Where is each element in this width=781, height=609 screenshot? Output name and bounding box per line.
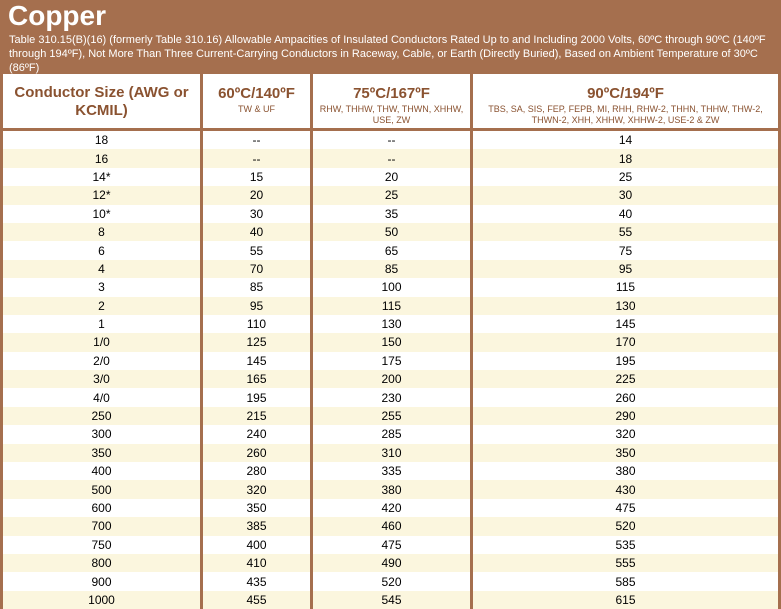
header-75c bbox=[313, 74, 473, 131]
ampacity-60c-cell: 215 bbox=[203, 407, 313, 425]
table-row bbox=[3, 315, 778, 333]
conductor-size-cell: 8 bbox=[3, 223, 203, 241]
table-row bbox=[3, 591, 778, 609]
ampacity-90c-cell: 40 bbox=[473, 205, 778, 223]
ampacity-75c-cell: 35 bbox=[313, 205, 473, 223]
ampacity-75c-cell: 130 bbox=[313, 315, 473, 333]
conductor-size-cell: 300 bbox=[3, 425, 203, 443]
table-row bbox=[3, 186, 778, 204]
header-90c-label: 90ºC/194ºF bbox=[587, 85, 664, 102]
ampacity-60c-cell: 145 bbox=[203, 352, 313, 370]
conductor-size-cell: 350 bbox=[3, 444, 203, 462]
ampacity-90c-cell: 290 bbox=[473, 407, 778, 425]
ampacity-60c-cell: 320 bbox=[203, 480, 313, 498]
ampacity-90c-cell: 115 bbox=[473, 278, 778, 296]
ampacity-90c-cell: 320 bbox=[473, 425, 778, 443]
ampacity-75c-cell: 520 bbox=[313, 572, 473, 590]
ampacity-75c-cell: 380 bbox=[313, 480, 473, 498]
ampacity-75c-cell: 100 bbox=[313, 278, 473, 296]
conductor-size-cell: 3 bbox=[3, 278, 203, 296]
ampacity-60c-cell: 400 bbox=[203, 536, 313, 554]
ampacity-90c-cell: 225 bbox=[473, 370, 778, 388]
ampacity-90c-cell: 615 bbox=[473, 591, 778, 609]
table-row bbox=[3, 388, 778, 406]
ampacity-75c-cell: 85 bbox=[313, 260, 473, 278]
ampacity-75c-cell: 150 bbox=[313, 333, 473, 351]
ampacity-75c-cell: 65 bbox=[313, 241, 473, 259]
header-conductor-size-label: Conductor Size (AWG or KCMIL) bbox=[14, 84, 189, 119]
ampacity-60c-cell: 95 bbox=[203, 297, 313, 315]
ampacity-90c-cell: 30 bbox=[473, 186, 778, 204]
ampacity-60c-cell: 195 bbox=[203, 388, 313, 406]
ampacity-90c-cell: 430 bbox=[473, 480, 778, 498]
ampacity-90c-cell: 55 bbox=[473, 223, 778, 241]
table-row bbox=[3, 499, 778, 517]
conductor-size-cell: 14* bbox=[3, 168, 203, 186]
ampacity-90c-cell: 475 bbox=[473, 499, 778, 517]
conductor-size-cell: 400 bbox=[3, 462, 203, 480]
ampacity-75c-cell: -- bbox=[313, 131, 473, 149]
ampacity-75c-cell: 20 bbox=[313, 168, 473, 186]
ampacity-60c-cell: 455 bbox=[203, 591, 313, 609]
conductor-size-cell: 2/0 bbox=[3, 352, 203, 370]
table-row bbox=[3, 223, 778, 241]
conductor-size-cell: 750 bbox=[3, 536, 203, 554]
header-row bbox=[3, 74, 778, 131]
table-row bbox=[3, 536, 778, 554]
header-60c-label: 60ºC/140ºF bbox=[218, 85, 295, 102]
table-row bbox=[3, 480, 778, 498]
ampacity-60c-cell: 15 bbox=[203, 168, 313, 186]
ampacity-60c-cell: 110 bbox=[203, 315, 313, 333]
ampacity-90c-cell: 585 bbox=[473, 572, 778, 590]
conductor-size-cell: 16 bbox=[3, 149, 203, 167]
table-row bbox=[3, 554, 778, 572]
ampacity-90c-cell: 75 bbox=[473, 241, 778, 259]
ampacity-90c-cell: 14 bbox=[473, 131, 778, 149]
ampacity-60c-cell: 30 bbox=[203, 205, 313, 223]
ampacity-75c-cell: 115 bbox=[313, 297, 473, 315]
conductor-size-cell: 1000 bbox=[3, 591, 203, 609]
conductor-size-cell: 1/0 bbox=[3, 333, 203, 351]
conductor-size-cell: 500 bbox=[3, 480, 203, 498]
ampacity-60c-cell: 125 bbox=[203, 333, 313, 351]
table-row bbox=[3, 370, 778, 388]
conductor-size-cell: 1 bbox=[3, 315, 203, 333]
ampacity-90c-cell: 380 bbox=[473, 462, 778, 480]
table-caption: Table 310.15(B)(16) (formerly Table 310.16) Allowable Ampacities of Insulated Conductors Rated Up to and Including 2000 Volts, 60ºC through 90ºC (140ºF through 194ºF), Not More Than Three Current-Carrying Conductors in Raceway, Cable, or Earth (Directly Buried), Based on Ambient Temperature of 30ºC (86ºF) bbox=[9, 34, 766, 74]
ampacity-90c-cell: 535 bbox=[473, 536, 778, 554]
table-row bbox=[3, 297, 778, 315]
ampacity-75c-cell: 230 bbox=[313, 388, 473, 406]
ampacity-75c-cell: 460 bbox=[313, 517, 473, 535]
header-90c bbox=[473, 74, 778, 131]
ampacity-60c-cell: 260 bbox=[203, 444, 313, 462]
table-row bbox=[3, 131, 778, 149]
ampacity-60c-cell: 240 bbox=[203, 425, 313, 443]
ampacity-75c-cell: 420 bbox=[313, 499, 473, 517]
conductor-size-cell: 700 bbox=[3, 517, 203, 535]
table-body bbox=[3, 131, 778, 609]
conductor-size-cell: 900 bbox=[3, 572, 203, 590]
ampacity-75c-cell: 255 bbox=[313, 407, 473, 425]
conductor-size-cell: 250 bbox=[3, 407, 203, 425]
table-row bbox=[3, 278, 778, 296]
ampacity-60c-cell: 20 bbox=[203, 186, 313, 204]
ampacity-60c-cell: -- bbox=[203, 149, 313, 167]
ampacity-90c-cell: 520 bbox=[473, 517, 778, 535]
ampacity-60c-cell: 350 bbox=[203, 499, 313, 517]
header-90c-types: TBS, SA, SIS, FEP, FEPB, MI, RHH, RHW-2, THHN, THHW, THW-2, THWN-2, XHH, XHHW, XHHW-2, USE-2 & ZW bbox=[488, 104, 763, 125]
ampacity-90c-cell: 195 bbox=[473, 352, 778, 370]
header-75c-label: 75ºC/167ºF bbox=[353, 85, 430, 102]
table-row bbox=[3, 241, 778, 259]
ampacity-90c-cell: 18 bbox=[473, 149, 778, 167]
ampacity-60c-cell: 280 bbox=[203, 462, 313, 480]
ampacity-75c-cell: 285 bbox=[313, 425, 473, 443]
ampacity-90c-cell: 130 bbox=[473, 297, 778, 315]
table-row bbox=[3, 572, 778, 590]
table-row bbox=[3, 205, 778, 223]
ampacity-90c-cell: 350 bbox=[473, 444, 778, 462]
header-60c bbox=[203, 74, 313, 131]
conductor-size-cell: 4/0 bbox=[3, 388, 203, 406]
ampacity-75c-cell: 475 bbox=[313, 536, 473, 554]
table-row bbox=[3, 425, 778, 443]
table-row bbox=[3, 352, 778, 370]
table-row bbox=[3, 149, 778, 167]
page-title: Copper bbox=[8, 0, 106, 31]
table-row bbox=[3, 517, 778, 535]
table-row bbox=[3, 462, 778, 480]
ampacity-75c-cell: 490 bbox=[313, 554, 473, 572]
ampacity-60c-cell: 55 bbox=[203, 241, 313, 259]
ampacity-60c-cell: 70 bbox=[203, 260, 313, 278]
ampacity-75c-cell: 200 bbox=[313, 370, 473, 388]
table-row bbox=[3, 333, 778, 351]
table-row bbox=[3, 407, 778, 425]
ampacity-90c-cell: 25 bbox=[473, 168, 778, 186]
ampacity-60c-cell: 85 bbox=[203, 278, 313, 296]
ampacity-60c-cell: 435 bbox=[203, 572, 313, 590]
ampacity-75c-cell: -- bbox=[313, 149, 473, 167]
conductor-size-cell: 12* bbox=[3, 186, 203, 204]
ampacity-60c-cell: 410 bbox=[203, 554, 313, 572]
ampacity-75c-cell: 25 bbox=[313, 186, 473, 204]
ampacity-60c-cell: -- bbox=[203, 131, 313, 149]
ampacity-75c-cell: 545 bbox=[313, 591, 473, 609]
header-60c-types: TW & UF bbox=[238, 104, 275, 114]
header-conductor-size bbox=[3, 74, 203, 131]
ampacity-90c-cell: 95 bbox=[473, 260, 778, 278]
ampacity-75c-cell: 50 bbox=[313, 223, 473, 241]
conductor-size-cell: 600 bbox=[3, 499, 203, 517]
ampacity-75c-cell: 310 bbox=[313, 444, 473, 462]
ampacity-90c-cell: 170 bbox=[473, 333, 778, 351]
ampacity-90c-cell: 555 bbox=[473, 554, 778, 572]
conductor-size-cell: 18 bbox=[3, 131, 203, 149]
conductor-size-cell: 3/0 bbox=[3, 370, 203, 388]
ampacity-90c-cell: 260 bbox=[473, 388, 778, 406]
conductor-size-cell: 10* bbox=[3, 205, 203, 223]
ampacity-60c-cell: 385 bbox=[203, 517, 313, 535]
ampacity-table bbox=[3, 74, 778, 609]
conductor-size-cell: 2 bbox=[3, 297, 203, 315]
ampacity-75c-cell: 335 bbox=[313, 462, 473, 480]
table-row bbox=[3, 168, 778, 186]
conductor-size-cell: 6 bbox=[3, 241, 203, 259]
ampacity-60c-cell: 165 bbox=[203, 370, 313, 388]
table-row bbox=[3, 260, 778, 278]
ampacity-60c-cell: 40 bbox=[203, 223, 313, 241]
ampacity-90c-cell: 145 bbox=[473, 315, 778, 333]
conductor-size-cell: 800 bbox=[3, 554, 203, 572]
conductor-size-cell: 4 bbox=[3, 260, 203, 278]
table-row bbox=[3, 444, 778, 462]
header-75c-types: RHW, THHW, THW, THWN, XHHW, USE, ZW bbox=[319, 104, 464, 125]
ampacity-75c-cell: 175 bbox=[313, 352, 473, 370]
